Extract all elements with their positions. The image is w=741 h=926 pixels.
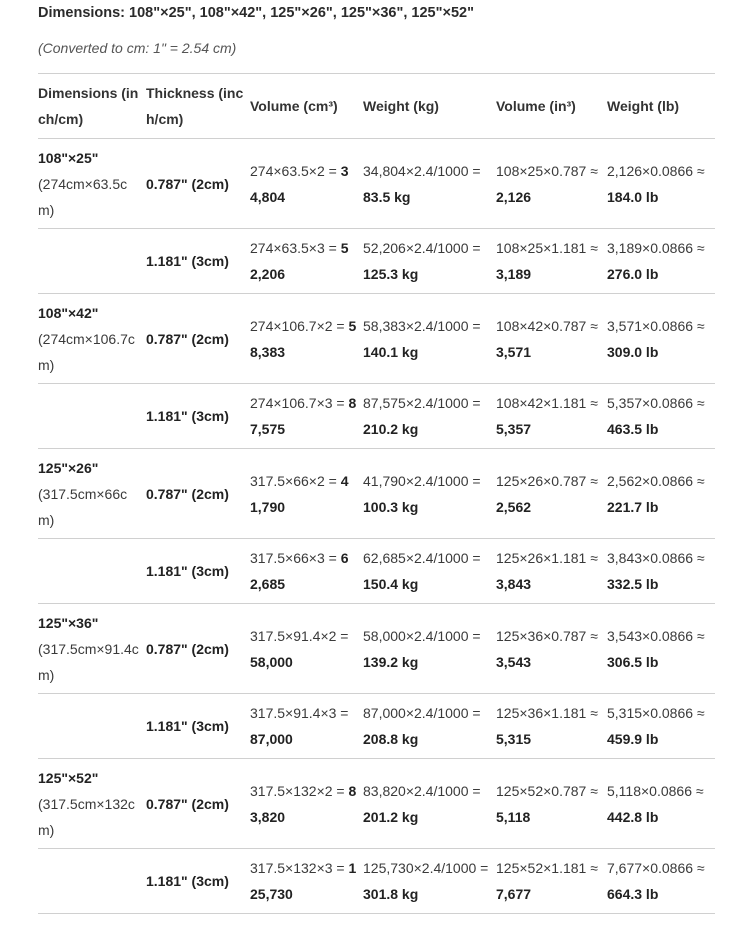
- weight-lb-result: 276.0 lb: [607, 266, 659, 282]
- cell-dimensions: [38, 139, 146, 229]
- cell-weight-kg: [363, 539, 496, 604]
- volume-cm-formula: 274×106.7×3 =: [250, 395, 349, 411]
- cell-dimensions: [38, 384, 146, 449]
- cell-volume-in: [496, 449, 607, 539]
- weight-lb-result: 664.3 lb: [607, 886, 659, 902]
- table-row: [38, 759, 715, 849]
- dimensions-heading: Dimensions: 108"×25", 108"×42", 125"×26", 125"×36", 125"×52": [38, 5, 474, 21]
- weight-kg-formula: 87,575×2.4/1000 =: [363, 395, 481, 411]
- volume-in-result: 7,677: [496, 886, 532, 902]
- dimension-cm: (317.5cm×66cm): [38, 485, 128, 528]
- weight-lb-result: 463.5 lb: [607, 421, 659, 437]
- weight-kg-result: 100.3 kg: [363, 498, 419, 515]
- cell-volume-cm: [250, 849, 363, 914]
- volume-in-result: 2,126: [496, 188, 532, 205]
- thickness-value: 0.787" (2cm): [146, 640, 229, 657]
- cell-thickness: [146, 294, 250, 384]
- volume-cm-result: 52,206: [250, 240, 349, 282]
- volume-cm-result: 62,685: [250, 550, 349, 592]
- cell-volume-cm: [250, 539, 363, 604]
- volume-in-result: 5,357: [496, 421, 532, 437]
- table-row: [38, 229, 715, 294]
- volume-in-result: 5,118: [496, 808, 531, 825]
- volume-in-formula: 108×25×0.787 ≈: [496, 162, 598, 179]
- volume-cm-result: 83,820: [250, 782, 357, 825]
- volume-in-result: 2,562: [496, 498, 532, 515]
- cell-dimensions: [38, 294, 146, 384]
- weight-lb-formula: 3,843×0.0866 ≈: [607, 550, 705, 566]
- cell-dimensions: [38, 694, 146, 759]
- cell-weight-lb: [607, 449, 715, 539]
- cell-volume-cm: [250, 384, 363, 449]
- dimension-inch: 125"×36": [38, 614, 99, 631]
- volume-cm-formula: 274×106.7×2 =: [250, 317, 349, 334]
- cell-dimensions: [38, 849, 146, 914]
- volume-cm-formula: 317.5×91.4×3 =: [250, 705, 349, 721]
- weight-lb-result: 221.7 lb: [607, 498, 659, 515]
- header-weight-lb: Weight (lb): [607, 74, 715, 139]
- table-row: [38, 449, 715, 539]
- cell-dimensions: [38, 604, 146, 694]
- thickness-value: 1.181" (3cm): [146, 718, 229, 734]
- cell-thickness: [146, 759, 250, 849]
- cell-volume-cm: [250, 139, 363, 229]
- cell-thickness: [146, 449, 250, 539]
- weight-lb-formula: 5,357×0.0866 ≈: [607, 395, 705, 411]
- weight-kg-result: 139.2 kg: [363, 653, 419, 670]
- volume-cm-result: 34,804: [250, 162, 349, 205]
- table-row: [38, 139, 715, 229]
- volume-cm-result: 41,790: [250, 472, 349, 515]
- volume-cm-formula: 317.5×132×3 =: [250, 860, 349, 876]
- weight-lb-result: 309.0 lb: [607, 343, 659, 360]
- volume-cm-formula: 317.5×66×3 =: [250, 550, 341, 566]
- cell-weight-kg: [363, 229, 496, 294]
- weight-kg-result: 140.1 kg: [363, 343, 419, 360]
- thickness-value: 1.181" (3cm): [146, 563, 229, 579]
- volume-cm-formula: 317.5×91.4×2 =: [250, 627, 349, 644]
- volume-cm-formula: 274×63.5×2 =: [250, 162, 341, 179]
- cell-volume-in: [496, 139, 607, 229]
- cell-weight-kg: [363, 694, 496, 759]
- cell-weight-lb: [607, 139, 715, 229]
- cell-weight-lb: [607, 849, 715, 914]
- weight-lb-formula: 3,189×0.0866 ≈: [607, 240, 705, 256]
- cell-weight-lb: [607, 229, 715, 294]
- cell-dimensions: [38, 539, 146, 604]
- cell-weight-lb: [607, 604, 715, 694]
- weight-lb-formula: 2,562×0.0866 ≈: [607, 472, 705, 489]
- dimension-cm: (274cm×106.7cm): [38, 330, 135, 373]
- dimension-cm: (317.5cm×132cm): [38, 795, 135, 838]
- weight-kg-result: 210.2 kg: [363, 421, 419, 437]
- weight-kg-formula: 125,730×2.4/1000 =: [363, 860, 489, 876]
- weight-kg-result: 83.5 kg: [363, 188, 411, 205]
- header-thickness: Thickness (inch/cm): [146, 74, 250, 139]
- thickness-value: 0.787" (2cm): [146, 795, 229, 812]
- weight-lb-formula: 3,543×0.0866 ≈: [607, 627, 705, 644]
- cell-weight-kg: [363, 759, 496, 849]
- header-weight-kg: Weight (kg): [363, 74, 496, 139]
- volume-cm-result: 87,575: [250, 395, 357, 437]
- volume-cm-result: 125,730: [250, 860, 357, 902]
- header-volume-cm: Volume (cm³): [250, 74, 363, 139]
- table-row: [38, 294, 715, 384]
- thickness-value: 0.787" (2cm): [146, 330, 229, 347]
- weight-lb-formula: 5,315×0.0866 ≈: [607, 705, 705, 721]
- thickness-value: 0.787" (2cm): [146, 175, 229, 192]
- weight-kg-formula: 87,000×2.4/1000 =: [363, 705, 481, 721]
- volume-in-formula: 108×42×0.787 ≈: [496, 317, 598, 334]
- weight-kg-result: 125.3 kg: [363, 266, 419, 282]
- cell-thickness: [146, 539, 250, 604]
- cell-volume-in: [496, 759, 607, 849]
- cell-thickness: [146, 849, 250, 914]
- cell-volume-in: [496, 539, 607, 604]
- cell-weight-kg: [363, 849, 496, 914]
- weight-kg-result: 201.2 kg: [363, 808, 419, 825]
- weight-kg-formula: 41,790×2.4/1000 =: [363, 472, 481, 489]
- volume-cm-formula: 274×63.5×3 =: [250, 240, 341, 256]
- volume-in-formula: 125×26×0.787 ≈: [496, 472, 598, 489]
- volume-in-result: 3,571: [496, 343, 532, 360]
- weight-kg-formula: 58,000×2.4/1000 =: [363, 627, 481, 644]
- cell-volume-cm: [250, 694, 363, 759]
- cell-weight-lb: [607, 294, 715, 384]
- cell-volume-in: [496, 694, 607, 759]
- table-row: [38, 384, 715, 449]
- volume-in-formula: 125×52×1.181 ≈: [496, 860, 598, 876]
- cell-weight-lb: [607, 694, 715, 759]
- volume-in-formula: 125×36×0.787 ≈: [496, 627, 598, 644]
- volume-in-result: 3,543: [496, 653, 532, 670]
- dimension-inch: 108"×42": [38, 304, 99, 321]
- weight-lb-result: 459.9 lb: [607, 731, 659, 747]
- weight-kg-formula: 62,685×2.4/1000 =: [363, 550, 481, 566]
- volume-cm-formula: 317.5×132×2 =: [250, 782, 349, 799]
- dimension-inch: 125"×26": [38, 459, 99, 476]
- cell-weight-lb: [607, 539, 715, 604]
- cell-weight-kg: [363, 604, 496, 694]
- weight-lb-result: 306.5 lb: [607, 653, 659, 670]
- table-header-row: [38, 74, 715, 139]
- volume-in-result: 5,315: [496, 731, 532, 747]
- header-volume-in: Volume (in³): [496, 74, 607, 139]
- cell-weight-lb: [607, 759, 715, 849]
- header-dimensions: Dimensions (inch/cm): [38, 74, 146, 139]
- volume-in-formula: 125×52×0.787 ≈: [496, 782, 598, 799]
- cell-volume-in: [496, 294, 607, 384]
- weight-lb-result: 332.5 lb: [607, 576, 659, 592]
- weight-lb-result: 442.8 lb: [607, 808, 659, 825]
- cell-thickness: [146, 604, 250, 694]
- cell-volume-in: [496, 384, 607, 449]
- weight-lb-formula: 5,118×0.0866 ≈: [607, 782, 704, 799]
- cell-thickness: [146, 694, 250, 759]
- cell-thickness: [146, 139, 250, 229]
- weight-kg-formula: 34,804×2.4/1000 =: [363, 162, 481, 179]
- weight-lb-formula: 7,677×0.0866 ≈: [607, 860, 705, 876]
- weight-kg-result: 301.8 kg: [363, 886, 419, 902]
- volume-cm-result: 58,383: [250, 317, 357, 360]
- weight-kg-formula: 52,206×2.4/1000 =: [363, 240, 481, 256]
- dimension-cm: (274cm×63.5cm): [38, 175, 128, 218]
- cell-dimensions: [38, 449, 146, 539]
- cell-dimensions: [38, 759, 146, 849]
- volume-in-formula: 125×26×1.181 ≈: [496, 550, 598, 566]
- weight-lb-formula: 2,126×0.0866 ≈: [607, 162, 705, 179]
- cell-weight-lb: [607, 384, 715, 449]
- cell-volume-in: [496, 229, 607, 294]
- thickness-value: 1.181" (3cm): [146, 253, 229, 269]
- table-body: [38, 139, 715, 914]
- table-row: [38, 849, 715, 914]
- volume-in-result: 3,189: [496, 266, 532, 282]
- cell-volume-cm: [250, 759, 363, 849]
- volume-in-formula: 125×36×1.181 ≈: [496, 705, 598, 721]
- cell-volume-cm: [250, 229, 363, 294]
- thickness-value: 1.181" (3cm): [146, 873, 229, 889]
- cell-weight-kg: [363, 384, 496, 449]
- weight-lb-result: 184.0 lb: [607, 188, 659, 205]
- dimension-inch: 125"×52": [38, 769, 99, 786]
- thickness-value: 1.181" (3cm): [146, 408, 229, 424]
- cell-thickness: [146, 229, 250, 294]
- volume-in-result: 3,843: [496, 576, 532, 592]
- cell-weight-kg: [363, 449, 496, 539]
- volume-in-formula: 108×25×1.181 ≈: [496, 240, 598, 256]
- weight-kg-result: 208.8 kg: [363, 731, 419, 747]
- volume-cm-result: 87,000: [250, 731, 293, 747]
- weight-table: [38, 73, 715, 914]
- volume-in-formula: 108×42×1.181 ≈: [496, 395, 598, 411]
- cell-volume-cm: [250, 449, 363, 539]
- cell-volume-in: [496, 604, 607, 694]
- dimension-inch: 108"×25": [38, 149, 99, 166]
- cell-weight-kg: [363, 294, 496, 384]
- weight-lb-formula: 3,571×0.0866 ≈: [607, 317, 705, 334]
- cell-volume-cm: [250, 294, 363, 384]
- volume-cm-result: 58,000: [250, 653, 293, 670]
- cell-volume-cm: [250, 604, 363, 694]
- weight-kg-formula: 83,820×2.4/1000 =: [363, 782, 481, 799]
- cell-weight-kg: [363, 139, 496, 229]
- table-row: [38, 694, 715, 759]
- cell-dimensions: [38, 229, 146, 294]
- thickness-value: 0.787" (2cm): [146, 485, 229, 502]
- cell-thickness: [146, 384, 250, 449]
- dimension-cm: (317.5cm×91.4cm): [38, 640, 139, 683]
- table-row: [38, 539, 715, 604]
- weight-kg-formula: 58,383×2.4/1000 =: [363, 317, 481, 334]
- cell-volume-in: [496, 849, 607, 914]
- conversion-note: (Converted to cm: 1" = 2.54 cm): [38, 40, 237, 56]
- weight-kg-result: 150.4 kg: [363, 576, 419, 592]
- volume-cm-formula: 317.5×66×2 =: [250, 472, 341, 489]
- table-row: [38, 604, 715, 694]
